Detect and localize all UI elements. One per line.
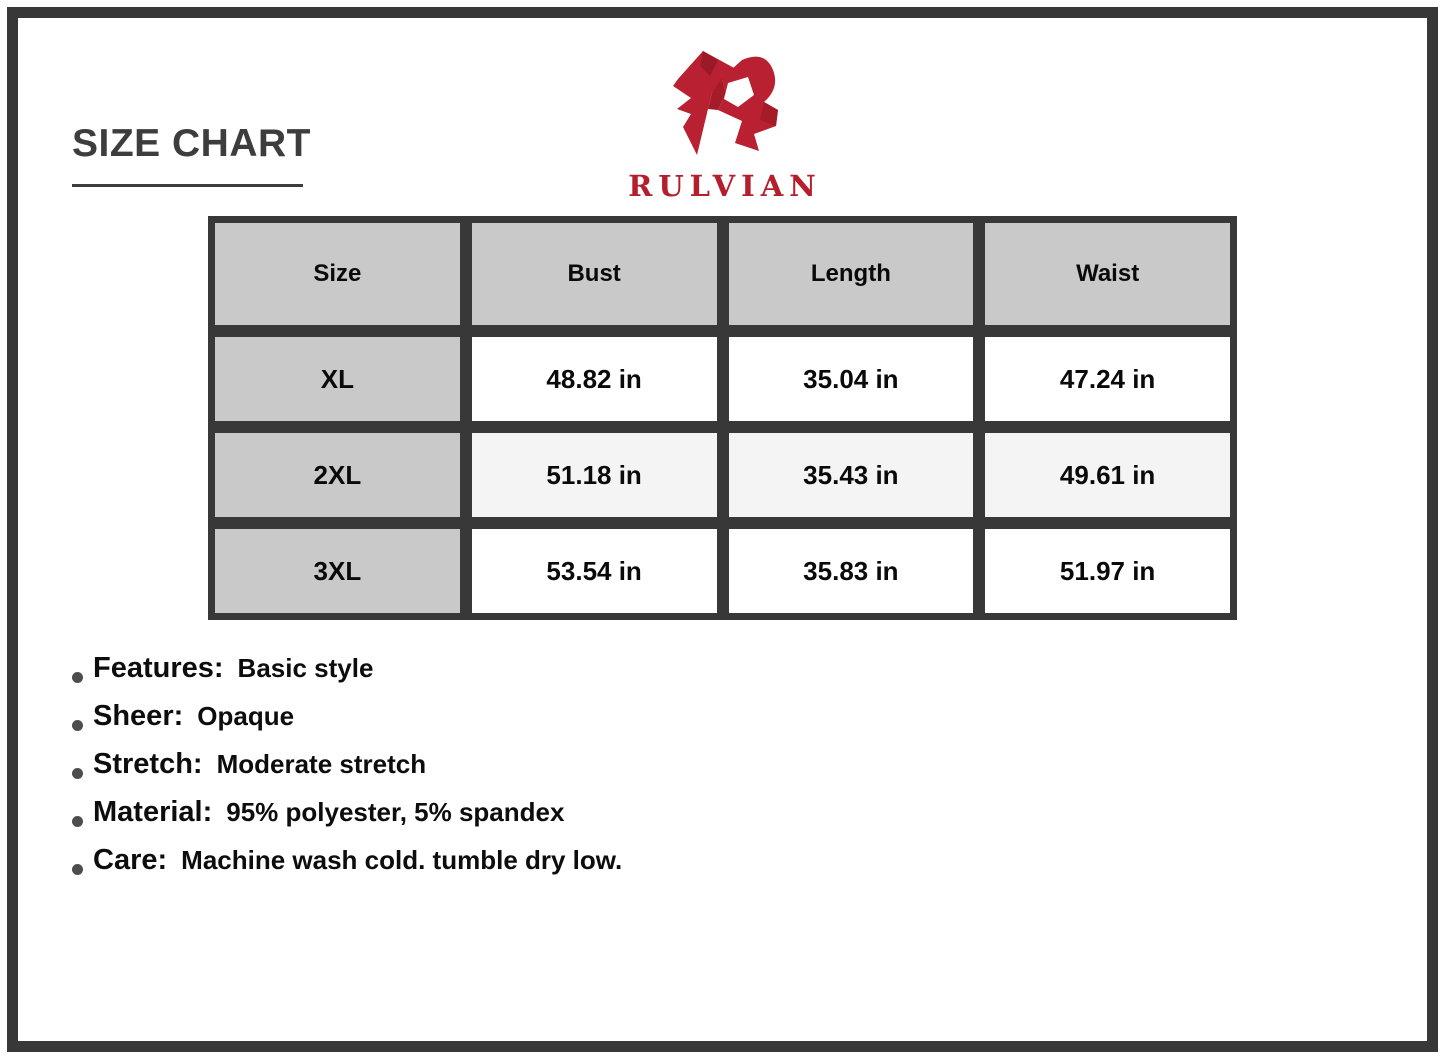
table-cell-length-xl: 35.04 in [729, 337, 974, 421]
table-cell-size-3xl: 3XL [215, 529, 460, 613]
spec-value: Opaque [197, 701, 295, 731]
table-cell-waist-2xl: 49.61 in [985, 433, 1230, 517]
brand-name: RULVIAN [628, 169, 822, 203]
brand-logo-icon [660, 48, 790, 160]
table-header-waist: Waist [985, 223, 1230, 325]
bullet-icon [72, 768, 83, 779]
spec-value: Moderate stretch [216, 749, 427, 779]
table-cell-bust-3xl: 53.54 in [472, 529, 717, 613]
spec-row-material [72, 796, 622, 844]
spec-row-sheer [72, 700, 622, 748]
table-cell-bust-2xl: 51.18 in [472, 433, 717, 517]
bullet-icon [72, 720, 83, 731]
table-cell-size-xl: XL [215, 337, 460, 421]
spec-label: Care: [93, 844, 168, 876]
table-header-size: Size [215, 223, 460, 325]
spec-label: Material: [93, 796, 213, 828]
title-underline [72, 184, 303, 187]
spec-row-stretch [72, 748, 622, 796]
bullet-icon [72, 672, 83, 683]
table-header-length: Length [729, 223, 974, 325]
table-header-bust: Bust [472, 223, 717, 325]
spec-list [72, 652, 622, 892]
spec-value: 95% polyester, 5% spandex [226, 797, 565, 827]
table-cell-waist-xl: 47.24 in [985, 337, 1230, 421]
bullet-icon [72, 864, 83, 875]
spec-value: Machine wash cold. tumble dry low. [181, 845, 623, 875]
table-cell-length-3xl: 35.83 in [729, 529, 974, 613]
page-title: SIZE CHART [72, 122, 311, 165]
spec-label: Sheer: [93, 700, 184, 732]
bullet-icon [72, 816, 83, 827]
spec-row-features [72, 652, 622, 700]
spec-label: Stretch: [93, 748, 203, 780]
table-cell-bust-xl: 48.82 in [472, 337, 717, 421]
table-cell-length-2xl: 35.43 in [729, 433, 974, 517]
spec-value: Basic style [237, 653, 374, 683]
size-table [208, 216, 1237, 620]
table-cell-waist-3xl: 51.97 in [985, 529, 1230, 613]
spec-label: Features: [93, 652, 224, 684]
spec-row-care [72, 844, 622, 892]
table-cell-size-2xl: 2XL [215, 433, 460, 517]
